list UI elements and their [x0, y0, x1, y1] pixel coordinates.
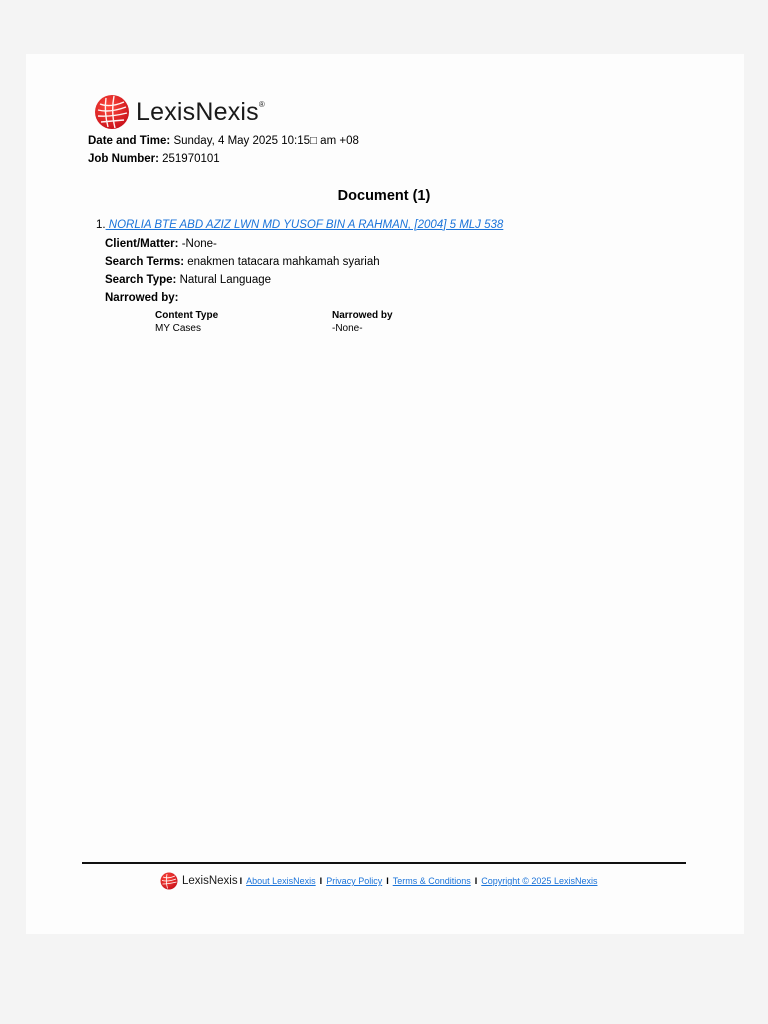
narrow-table-col-content-type [155, 310, 218, 335]
client-matter-line [105, 237, 217, 251]
narrow-table-header: Narrowed by [332, 310, 393, 321]
footer-brand: LexisNexis [182, 875, 238, 887]
footer-separator: I [474, 876, 478, 886]
footer [160, 871, 597, 891]
job-number-line [88, 152, 220, 166]
narrowed-by-label: Narrowed by: [105, 292, 179, 304]
result-item [96, 219, 503, 231]
lexisnexis-sphere-icon [94, 94, 130, 130]
lexisnexis-logo [94, 94, 265, 130]
logo-wordmark: LexisNexis® [136, 97, 265, 126]
search-terms-line [105, 255, 380, 269]
search-type-line [105, 273, 271, 287]
narrow-table-cell: MY Cases [155, 322, 201, 334]
narrow-table-col-narrowed-by [332, 310, 393, 335]
narrow-table-cell: -None- [332, 322, 363, 334]
document-title: Document (1) [337, 188, 431, 204]
footer-separator: I [239, 876, 243, 886]
date-time-line [88, 134, 359, 148]
result-number: 1. [96, 219, 106, 231]
footer-link-copyright[interactable]: Copyright © 2025 LexisNexis [481, 876, 598, 886]
narrow-table-header: Content Type [155, 310, 219, 321]
document-page [26, 54, 744, 934]
client-matter-value: -None- [181, 238, 217, 250]
search-type-label: Search Type: [105, 274, 177, 286]
footer-link-terms[interactable]: Terms & Conditions [392, 876, 471, 886]
footer-link-about[interactable]: About LexisNexis [246, 876, 316, 886]
client-matter-label: Client/Matter: [105, 238, 179, 250]
date-time-value: Sunday, 4 May 2025 10:15□ am +08 [173, 135, 359, 147]
lexisnexis-sphere-icon [160, 872, 178, 890]
search-terms-value: enakmen tatacara mahkamah syariah [187, 256, 380, 268]
job-number-value: 251970101 [162, 153, 220, 165]
search-type-value: Natural Language [179, 274, 272, 286]
footer-separator: I [319, 876, 323, 886]
narrowed-by-line [105, 291, 179, 305]
search-terms-label: Search Terms: [105, 256, 185, 268]
date-time-label: Date and Time: [88, 135, 171, 147]
result-link[interactable]: NORLIA BTE ABD AZIZ LWN MD YUSOF BIN A RAHMAN, [2004] 5 MLJ 538 [105, 219, 504, 231]
footer-link-privacy[interactable]: Privacy Policy [326, 876, 383, 886]
footer-separator: I [386, 876, 389, 886]
footer-divider [82, 862, 686, 864]
job-number-label: Job Number: [88, 153, 159, 165]
